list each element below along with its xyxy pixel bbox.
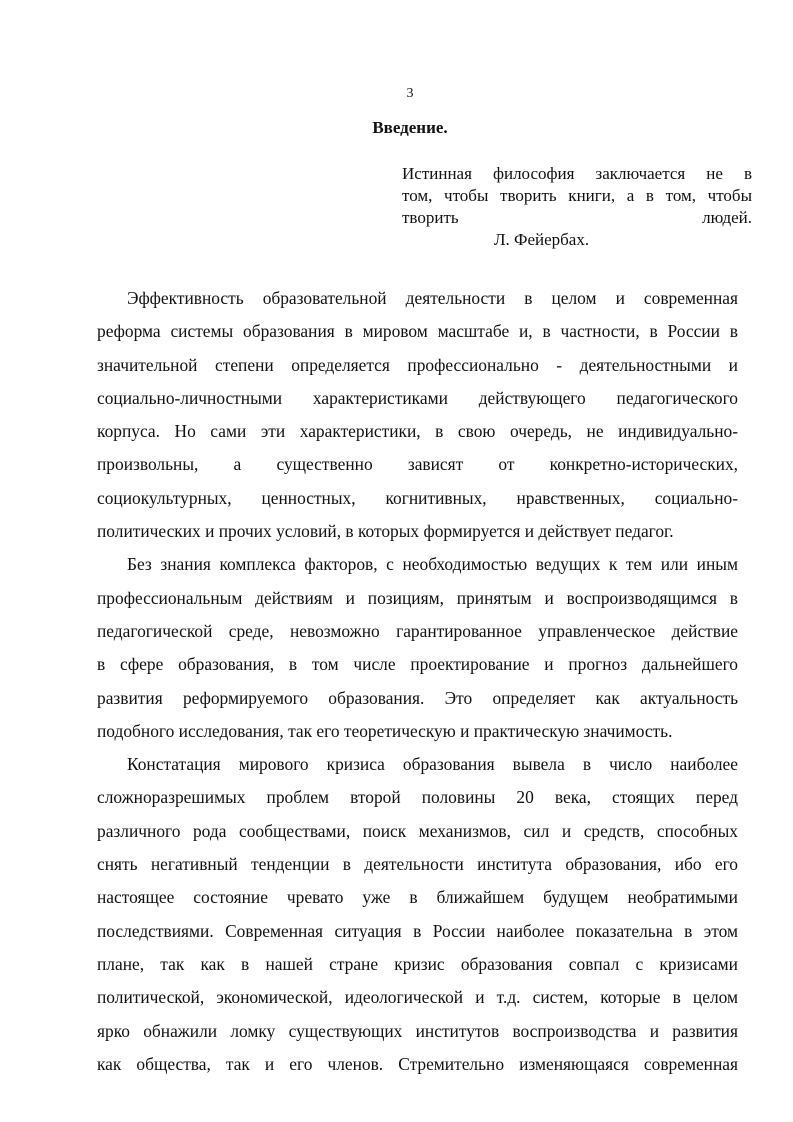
paragraph-3 [97, 748, 738, 1081]
text-line: подобного исследования, так его теоретическую и практическую значимость. [97, 720, 673, 741]
paragraph-1 [97, 282, 738, 548]
text-line: значительной степени определяется профессионально - деятельностными и [97, 354, 738, 375]
text-line: корпуса. Но сами эти характеристики, в свою очередь, не индивидуально- [97, 421, 738, 442]
text-line: профессиональным действиям и позициям, принятым и воспроизводящимся в [97, 587, 738, 608]
text-line: настоящее состояние чревато уже в ближайшем будущем необратимыми [97, 887, 738, 908]
page-number: 3 [406, 86, 414, 101]
text-line: Без знания комплекса факторов, с необходимостью ведущих к тем или иным [127, 554, 738, 575]
epigraph-line: том, чтобы творить книги, а в том, чтобы [402, 186, 752, 205]
section-title: Введение. [372, 118, 448, 137]
paragraph-2 [97, 548, 738, 748]
text-line: социально-личностными характеристиками действующего педагогического [97, 387, 738, 408]
text-line: произвольны, а существенно зависят от конкретно-исторических, [97, 454, 738, 475]
text-line: сложноразрешимых проблем второй половины 20 века, стоящих перед [97, 787, 738, 808]
text-line: реформа системы образования в мировом масштабе и, в частности, в России в [97, 321, 738, 342]
text-line: Констатация мирового кризиса образования вывела в число наиболее [127, 754, 738, 775]
text-line: плане, так как в нашей стране кризис образования совпал с кризисами [97, 953, 738, 974]
epigraph-line: Истинная философия заключается не в [402, 164, 752, 183]
epigraph-author: Л. Фейербах. [494, 230, 590, 249]
text-line: политических и прочих условий, в которых формируется и действует педагог. [97, 521, 674, 542]
epigraph [402, 163, 752, 251]
text-line: снять негативный тенденции в деятельности института образования, ибо его [97, 854, 738, 875]
text-line: педагогической среде, невозможно гарантированное управленческое действие [97, 620, 738, 641]
text-line: различного рода сообществами, поиск механизмов, сил и средств, способных [97, 820, 738, 841]
text-line: последствиями. Современная ситуация в России наиболее показательна в этом [97, 920, 738, 941]
epigraph-line: творить людей. [402, 208, 752, 227]
text-line: развития реформируемого образования. Это определяет как актуальность [97, 687, 738, 708]
text-line: в сфере образования, в том числе проектирование и прогноз дальнейшего [97, 654, 738, 675]
text-line: как общества, так и его членов. Стремительно изменяющаяся современная [97, 1053, 738, 1074]
text-line: социокультурных, ценностных, когнитивных, нравственных, социально- [97, 487, 738, 508]
text-line: ярко обнажили ломку существующих институтов воспроизводства и развития [97, 1020, 738, 1041]
body-text [97, 282, 738, 1081]
text-line: политической, экономической, идеологической и т.д. систем, которые в целом [97, 987, 738, 1008]
text-line: Эффективность образовательной деятельности в целом и современная [127, 288, 738, 308]
